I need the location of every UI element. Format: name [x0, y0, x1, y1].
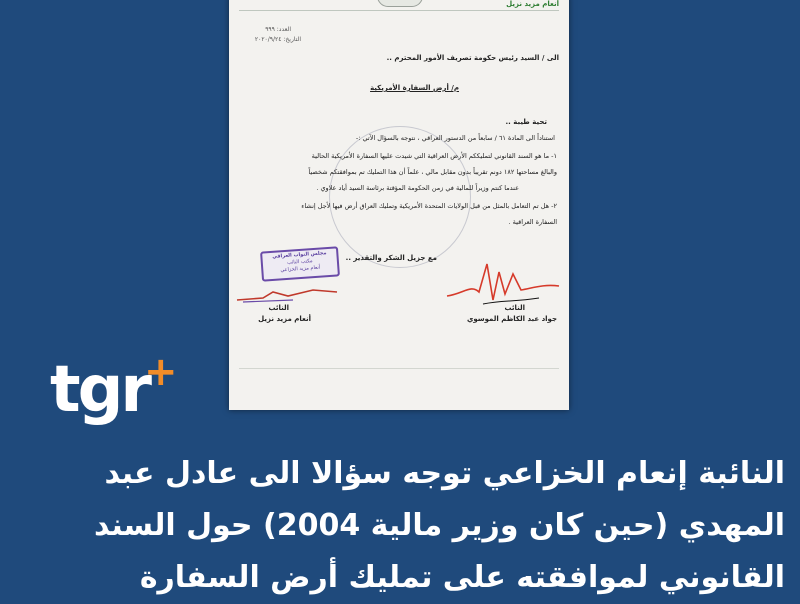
intro-text: استناداً الى المادة ٦١ / سابعاً من الدستور العراقي ، نتوجه بالسؤال الآتي :-	[355, 134, 555, 142]
headline-line-2: المهدي (حين كان وزير مالية 2004) حول السند	[93, 508, 785, 543]
greeting: تحية طيبة ..	[505, 118, 547, 126]
logo-plus-icon: +	[144, 349, 178, 395]
right-signer-title: النائب	[504, 304, 525, 312]
header-rule	[239, 10, 559, 11]
headline-line-3: القانوني لموافقته على تمليك أرض السفارة	[139, 560, 785, 595]
document-scan	[229, 0, 569, 410]
question-2-line-2: السفارة العراقية .	[508, 218, 557, 226]
header-emblem	[377, 0, 423, 7]
stamp-line-3: أنعام مزيد الخزاعي	[280, 264, 321, 274]
question-1-line-2: والبالغ مساحتها ١٨٢ دونم تقريباً بدون مقابل مالي ، علماً أن هذا التمليك تم بموافقتكم شخصياً	[308, 168, 557, 176]
left-signer-title: النائب	[268, 304, 289, 312]
party-name: أنعام مزيد نزيل	[506, 0, 559, 8]
recipient-line: الى / السيد رئيس حكومة تصريف الأمور المحترم ..	[386, 54, 559, 62]
question-1-line-3: عندما كنتم وزيراً للمالية في زمن الحكومة المؤقتة برئاسة السيد أياد علاوي .	[316, 184, 519, 192]
subject-line: م/ أرض السفارة الأمريكية	[370, 84, 459, 92]
right-signature	[443, 244, 563, 314]
question-1-line-1: ١- ما هو السند القانوني لتمليككم الأرض العراقية التي شيدت عليها السفارة الأمريكية الحالية	[311, 152, 557, 160]
closing-text: مع جزيل الشكر والتقدير ..	[345, 254, 437, 262]
document-number: العدد: ٩٩٩	[265, 26, 291, 33]
stamp-line-1: مجلس النواب العراقي	[272, 250, 327, 260]
brand-logo	[50, 349, 178, 427]
stamp-line-2: مكتب النائب	[286, 258, 313, 266]
right-signer-name: جواد عبد الكاظم الموسوي	[466, 315, 557, 323]
headline	[0, 448, 785, 604]
question-2-line-1: ٢- هل تم التعامل بالمثل من قبل الولايات المتحدة الأمريكية وتمليك العراق أرض فيها لأجل إنشاء	[301, 202, 557, 210]
document-date: التاريخ: ٢٠٢٠/٩/٢٤	[254, 36, 301, 43]
office-stamp	[260, 246, 340, 281]
headline-line-1: النائبة إنعام الخزاعي توجه سؤالا الى عادل عبد	[104, 456, 785, 491]
left-signer-name: أنعام مزيد نزيل	[258, 315, 311, 323]
footer-rule	[239, 368, 559, 369]
logo-text: tgr	[50, 353, 149, 427]
